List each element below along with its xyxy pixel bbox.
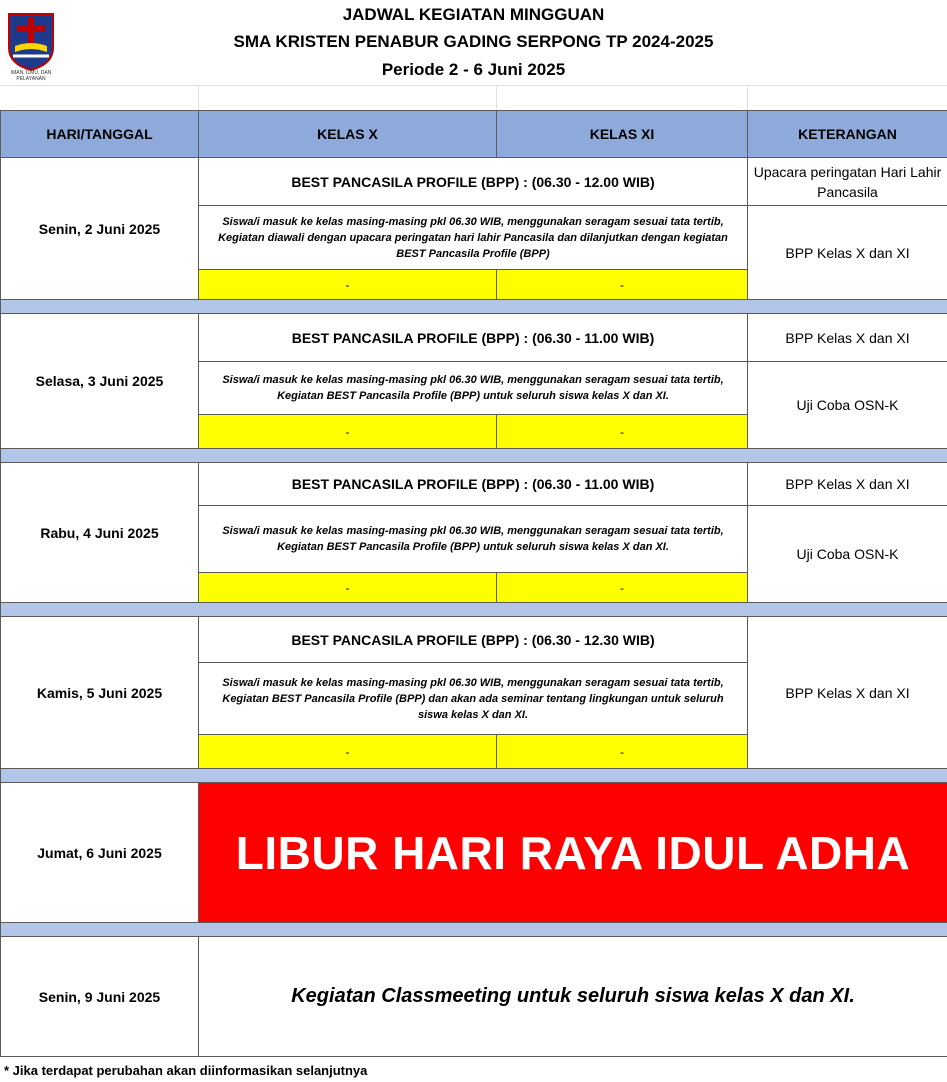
classmeeting-cell: Kegiatan Classmeeting untuk seluruh siswa kelas X dan XI. <box>199 937 947 1057</box>
title-line-2: SMA KRISTEN PENABUR GADING SERPONG TP 2024-2025 <box>233 32 714 51</box>
kelas-xi-cell: - <box>497 573 748 603</box>
kelas-xi-cell: - <box>497 415 748 449</box>
kelas-xi-cell: - <box>497 735 748 769</box>
footnote: * Jika terdapat perubahan akan diinformasikan selanjutnya <box>4 1063 368 1078</box>
description-cell: Siswa/i masuk ke kelas masing-masing pkl 06.30 WIB, menggunakan seragam sesuai tata tertib, Kegiatan BEST Pancasila Profile (BPP) untuk seluruh siswa kelas X dan XI. <box>199 506 748 573</box>
bpp-cell: BEST PANCASILA PROFILE (BPP) : (06.30 - 12.00 WIB) <box>199 158 748 206</box>
day-cell: Jumat, 6 Juni 2025 <box>1 783 199 923</box>
header-day: HARI/TANGGAL <box>1 111 199 158</box>
separator-row <box>1 923 947 937</box>
schedule-table <box>0 110 947 1057</box>
table-row <box>1 463 947 506</box>
keterangan-cell: BPP Kelas X dan XI <box>748 206 947 300</box>
day-cell: Rabu, 4 Juni 2025 <box>1 463 199 603</box>
title-line-3: Periode 2 - 6 Juni 2025 <box>381 60 566 79</box>
table-row <box>1 158 947 206</box>
separator-row <box>1 769 947 783</box>
header-kelas-x: KELAS X <box>199 111 497 158</box>
header-kelas-xi: KELAS XI <box>497 111 748 158</box>
table-header-row <box>1 111 947 158</box>
table-row <box>1 617 947 663</box>
separator-row <box>1 449 947 463</box>
keterangan-cell: BPP Kelas X dan XI <box>748 463 947 506</box>
bpp-cell: BEST PANCASILA PROFILE (BPP) : (06.30 - 11.00 WIB) <box>199 314 748 362</box>
header-keterangan: KETERANGAN <box>748 111 947 158</box>
bpp-cell: BEST PANCASILA PROFILE (BPP) : (06.30 - 11.00 WIB) <box>199 463 748 506</box>
holiday-banner: LIBUR HARI RAYA IDUL ADHA <box>199 783 947 923</box>
kelas-x-cell: - <box>199 270 497 300</box>
keterangan-cell: Uji Coba OSN-K <box>748 506 947 603</box>
keterangan-cell: BPP Kelas X dan XI <box>748 314 947 362</box>
title-block <box>0 0 947 111</box>
table-row <box>1 783 947 923</box>
bpp-cell: BEST PANCASILA PROFILE (BPP) : (06.30 - 12.30 WIB) <box>199 617 748 663</box>
day-cell: Senin, 2 Juni 2025 <box>1 158 199 300</box>
kelas-x-cell: - <box>199 415 497 449</box>
logo-caption: IMAN, ILMU, DAN PELAYANAN <box>10 70 52 82</box>
kelas-xi-cell: - <box>497 270 748 300</box>
table-row <box>1 937 947 1057</box>
title-line-1: JADWAL KEGIATAN MINGGUAN <box>342 5 605 24</box>
keterangan-cell: BPP Kelas X dan XI <box>748 617 947 769</box>
separator-row <box>1 603 947 617</box>
table-row <box>1 314 947 362</box>
description-cell: Siswa/i masuk ke kelas masing-masing pkl 06.30 WIB, menggunakan seragam sesuai tata tertib, Kegiatan BEST Pancasila Profile (BPP) dan akan ada seminar tentang lingkungan untuk seluruh siswa kelas X dan XI. <box>199 663 748 735</box>
separator-row <box>1 300 947 314</box>
day-cell: Selasa, 3 Juni 2025 <box>1 314 199 449</box>
description-cell: Siswa/i masuk ke kelas masing-masing pkl 06.30 WIB, menggunakan seragam sesuai tata tertib, Kegiatan diawali dengan upacara peringatan hari lahir Pancasila dan dilanjutkan dengan kegiatan BEST Pancasila Profile (BPP) <box>199 206 748 270</box>
kelas-x-cell: - <box>199 573 497 603</box>
keterangan-cell: Upacara peringatan Hari Lahir Pancasila <box>748 158 947 206</box>
kelas-x-cell: - <box>199 735 497 769</box>
day-cell: Kamis, 5 Juni 2025 <box>1 617 199 769</box>
day-cell: Senin, 9 Juni 2025 <box>1 937 199 1057</box>
keterangan-cell: Uji Coba OSN-K <box>748 362 947 449</box>
description-cell: Siswa/i masuk ke kelas masing-masing pkl 06.30 WIB, menggunakan seragam sesuai tata tertib, Kegiatan BEST Pancasila Profile (BPP) untuk seluruh siswa kelas X dan XI. <box>199 362 748 415</box>
